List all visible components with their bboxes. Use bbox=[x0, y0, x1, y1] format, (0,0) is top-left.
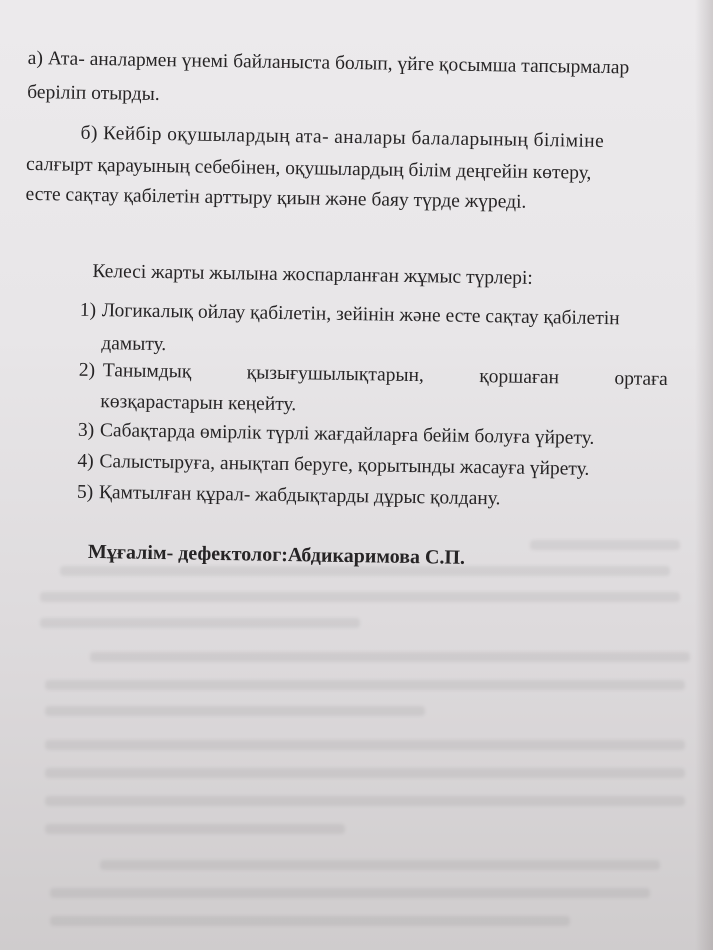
list-item-2-line-2: көзқарастарын кеңейту. bbox=[100, 391, 297, 416]
paragraph-a-line-2: беріліп отырды. bbox=[27, 81, 160, 105]
list-item-2-word-4: ортаға bbox=[614, 368, 668, 390]
list-item-2-word-2: қызығушылықтарын, bbox=[246, 362, 425, 387]
list-item-5-number: 5) bbox=[76, 481, 94, 503]
list-item-3-number: 3) bbox=[77, 419, 95, 441]
paragraph-b-line-2: салғырт қарауының себебінен, оқушылардың білім деңгейін көтеру, bbox=[25, 153, 592, 184]
list-item-2-word-1: Танымдық bbox=[102, 360, 192, 383]
paragraph-b-line-3: есте сақтау қабілетін арттыру қиын және баяу түрде жүреді. bbox=[25, 183, 527, 213]
list-item-1-line-2: дамыту. bbox=[101, 333, 167, 356]
list-item-2-number: 2) bbox=[78, 359, 96, 382]
list-item-4-line-1: Салыстыруға, анықтап беруге, қорытынды жасауға үйрету. bbox=[99, 451, 590, 480]
teacher-signature: Мұғалім- дефектолог:Абдикаримова С.П. bbox=[87, 540, 466, 569]
list-item-1-line-1: Логикалық ойлау қабілетін, зейінін және есте сақтау қабілетін bbox=[101, 300, 620, 330]
list-item-2-line-1 bbox=[103, 361, 668, 389]
list-item-5-line-1: Қамтылған құрал- жабдықтарды дұрыс қолдану. bbox=[98, 482, 501, 510]
list-item-2-word-3: қоршаған bbox=[479, 366, 560, 389]
list-item-3-line-1: Сабақтарда өмірлік түрлі жағдайларға бейім болуға үйрету. bbox=[99, 420, 595, 449]
paragraph-a-line-1: а) Ата- аналармен үнемі байланыста болып, үйге қосымша тапсырмалар bbox=[27, 47, 630, 79]
list-item-1-number: 1) bbox=[79, 299, 97, 322]
paragraph-b-line-1: б) Кейбір оқушылардың ата- аналары балаларының біліміне bbox=[80, 122, 605, 152]
plan-heading: Келесі жарты жылына жоспарланған жұмыс түрлері: bbox=[92, 260, 533, 289]
list-item-4-number: 4) bbox=[77, 450, 94, 472]
